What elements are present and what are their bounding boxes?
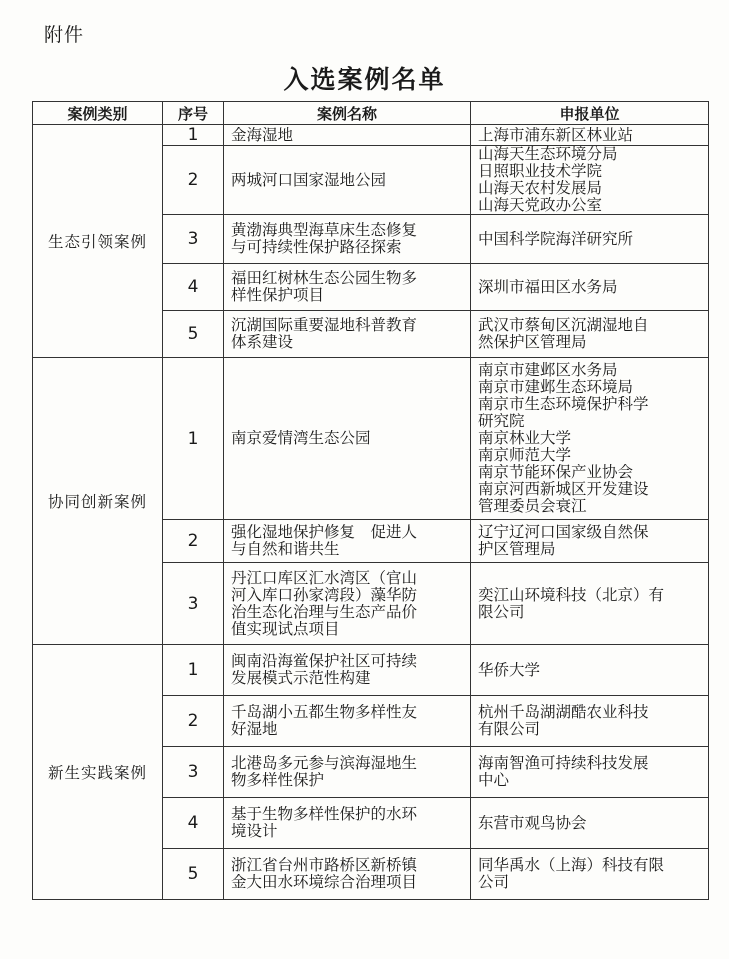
unit-line: 南京节能环保产业协会 bbox=[478, 464, 634, 481]
number-cell: 3 bbox=[163, 563, 224, 645]
case-name-cell bbox=[224, 849, 471, 900]
page-title: 入选案例名单 bbox=[283, 65, 446, 94]
unit-cell bbox=[471, 645, 709, 696]
case-name-line: 与可持续性保护路径探索 bbox=[231, 239, 402, 256]
unit-line: 东营市观鸟协会 bbox=[478, 814, 587, 832]
case-table bbox=[32, 101, 709, 900]
number-cell: 2 bbox=[163, 520, 224, 563]
unit-line: 同华禹水（上海）科技有限 bbox=[478, 857, 665, 874]
unit-line: 杭州千岛湖湖酷农业科技 bbox=[478, 704, 649, 721]
case-name-line: 黄渤海典型海草床生态修复 bbox=[231, 222, 418, 239]
case-name-line: 两城河口国家湿地公园 bbox=[231, 171, 387, 189]
number-cell: 5 bbox=[163, 849, 224, 900]
unit-cell bbox=[471, 798, 709, 849]
attachment-label: 附件 bbox=[44, 24, 85, 46]
unit-cell bbox=[471, 563, 709, 645]
number-cell: 3 bbox=[163, 747, 224, 798]
number-cell: 1 bbox=[163, 645, 224, 696]
case-name-cell bbox=[224, 563, 471, 645]
case-name-line: 闽南沿海鲎保护社区可持续 bbox=[231, 653, 418, 670]
case-name-line: 治生态化治理与生态产品价 bbox=[231, 603, 418, 621]
unit-cell bbox=[471, 358, 709, 520]
unit-line: 南京林业大学 bbox=[478, 430, 572, 447]
number-cell: 4 bbox=[163, 798, 224, 849]
header-case-name: 案例名称 bbox=[224, 102, 471, 125]
case-name-line: 南京爱情湾生态公园 bbox=[231, 430, 371, 447]
case-name-line: 境设计 bbox=[231, 823, 278, 840]
case-name-cell bbox=[224, 264, 471, 311]
case-name-line: 强化湿地保护修复 促进人 bbox=[231, 524, 418, 541]
table-body bbox=[33, 125, 709, 900]
table-row bbox=[33, 645, 709, 696]
case-name-line: 福田红树林生态公园生物多 bbox=[231, 270, 418, 287]
unit-line: 深圳市福田区水务局 bbox=[478, 278, 618, 296]
case-name-line: 与自然和谐共生 bbox=[231, 541, 340, 558]
unit-line: 研究院 bbox=[478, 413, 525, 430]
case-name-line: 金海湿地 bbox=[231, 126, 294, 144]
number-cell: 4 bbox=[163, 264, 224, 311]
unit-line: 然保护区管理局 bbox=[478, 334, 587, 351]
case-name-line: 样性保护项目 bbox=[231, 287, 325, 304]
case-name-line: 好湿地 bbox=[231, 721, 278, 738]
unit-cell bbox=[471, 311, 709, 358]
category-cell: 新生实践案例 bbox=[33, 645, 163, 900]
case-name-line: 丹江口库区汇水湾区（官山 bbox=[231, 569, 418, 587]
case-name-cell bbox=[224, 645, 471, 696]
unit-cell bbox=[471, 215, 709, 264]
unit-line: 辽宁辽河口国家级自然保 bbox=[478, 524, 649, 541]
unit-line: 南京市生态环境保护科学 bbox=[478, 396, 649, 413]
number-cell: 5 bbox=[163, 311, 224, 358]
header-unit: 申报单位 bbox=[471, 102, 709, 125]
unit-cell bbox=[471, 125, 709, 146]
number-cell: 3 bbox=[163, 215, 224, 264]
unit-line: 奕江山环境科技（北京）有 bbox=[478, 586, 665, 604]
case-name-cell bbox=[224, 747, 471, 798]
case-name-cell bbox=[224, 798, 471, 849]
number-cell: 2 bbox=[163, 696, 224, 747]
unit-line: 公司 bbox=[478, 874, 510, 891]
case-name-cell bbox=[224, 146, 471, 215]
unit-line: 海南智渔可持续科技发展 bbox=[478, 755, 649, 772]
unit-cell bbox=[471, 849, 709, 900]
category-cell: 协同创新案例 bbox=[33, 358, 163, 645]
unit-line: 管理委员会衰江 bbox=[478, 498, 587, 515]
header-number: 序号 bbox=[163, 102, 224, 125]
case-name-line: 北港岛多元参与滨海湿地生 bbox=[231, 755, 418, 772]
case-name-line: 河入库口孙家湾段）藻华防 bbox=[231, 586, 418, 604]
case-name-line: 浙江省台州市路桥区新桥镇 bbox=[231, 857, 418, 874]
unit-line: 日照职业技术学院 bbox=[478, 163, 603, 180]
unit-line: 护区管理局 bbox=[478, 541, 556, 558]
number-cell: 1 bbox=[163, 358, 224, 520]
number-cell: 2 bbox=[163, 146, 224, 215]
header-category: 案例类别 bbox=[33, 102, 163, 125]
number-cell: 1 bbox=[163, 125, 224, 146]
unit-line: 中国科学院海洋研究所 bbox=[478, 230, 634, 248]
unit-cell bbox=[471, 696, 709, 747]
case-name-cell bbox=[224, 311, 471, 358]
unit-line: 华侨大学 bbox=[478, 661, 541, 679]
case-name-line: 值实现试点项目 bbox=[231, 620, 340, 638]
unit-line: 限公司 bbox=[478, 603, 525, 621]
unit-line: 上海市浦东新区林业站 bbox=[478, 126, 634, 144]
case-name-line: 体系建设 bbox=[231, 334, 294, 351]
case-name-cell bbox=[224, 125, 471, 146]
case-name-line: 发展模式示范性构建 bbox=[231, 670, 371, 687]
case-name-cell bbox=[224, 358, 471, 520]
unit-line: 山海天党政办公室 bbox=[478, 197, 603, 214]
unit-line: 有限公司 bbox=[478, 721, 541, 738]
unit-line: 山海天农村发展局 bbox=[478, 180, 603, 197]
case-name-cell bbox=[224, 215, 471, 264]
table-header-row bbox=[33, 102, 709, 125]
unit-line: 南京市建邺生态环境局 bbox=[478, 379, 634, 396]
unit-cell bbox=[471, 747, 709, 798]
case-name-line: 金大田水环境综合治理项目 bbox=[231, 874, 418, 891]
category-cell: 生态引领案例 bbox=[33, 125, 163, 358]
table-row bbox=[33, 358, 709, 520]
unit-line: 南京市建邺区水务局 bbox=[478, 362, 618, 379]
unit-line: 武汉市蔡甸区沉湖湿地自 bbox=[478, 317, 649, 334]
case-name-line: 基于生物多样性保护的水环 bbox=[231, 806, 418, 823]
unit-cell bbox=[471, 146, 709, 215]
case-name-line: 物多样性保护 bbox=[231, 772, 325, 789]
unit-line: 南京河西新城区开发建设 bbox=[478, 481, 649, 498]
unit-cell bbox=[471, 264, 709, 311]
unit-line: 山海天生态环境分局 bbox=[478, 146, 618, 163]
case-name-cell bbox=[224, 696, 471, 747]
unit-line: 南京师范大学 bbox=[478, 447, 572, 464]
table-row bbox=[33, 125, 709, 146]
unit-line: 中心 bbox=[478, 772, 510, 789]
case-name-line: 沉湖国际重要湿地科普教育 bbox=[231, 317, 418, 334]
unit-cell bbox=[471, 520, 709, 563]
case-name-line: 千岛湖小五都生物多样性友 bbox=[231, 704, 418, 721]
case-name-cell bbox=[224, 520, 471, 563]
